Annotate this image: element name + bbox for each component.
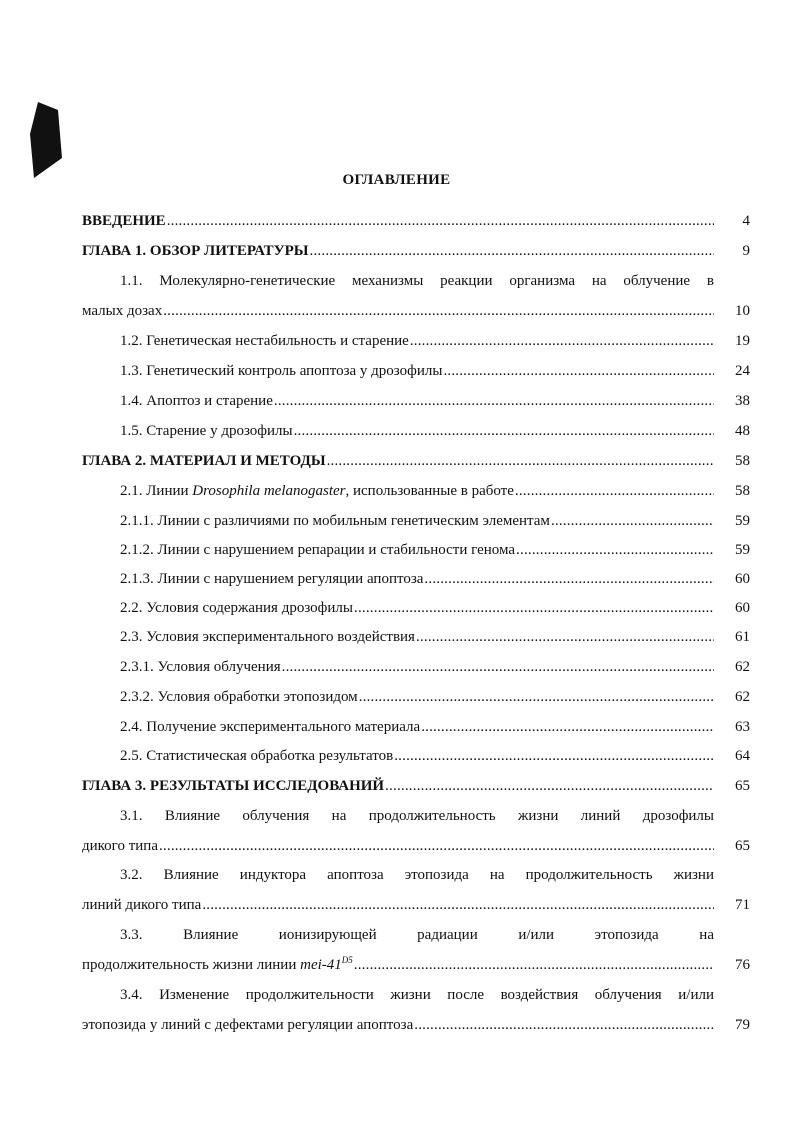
leader-dots — [282, 658, 714, 676]
toc-entry-2-1-2[interactable] — [120, 541, 714, 559]
entry-page-number: 38 — [735, 393, 750, 409]
leader-dots — [159, 837, 714, 855]
entry-title: 1.2. Генетическая нестабильность и старение — [120, 333, 409, 349]
toc-entry-1-1[interactable] — [120, 272, 714, 290]
entry-title: 2.1.1. Линии с различиями по мобильным генетическим элементам — [120, 513, 550, 529]
entry-page-number: 65 — [735, 778, 750, 794]
leader-dots — [354, 599, 714, 617]
toc-entry-1-5[interactable] — [120, 422, 714, 440]
species-name: Drosophila melanogaster — [192, 483, 346, 499]
toc-entry-chapter-2[interactable] — [82, 452, 714, 470]
toc-entry-3-4[interactable] — [120, 986, 714, 1004]
entry-title: 1.5. Старение у дрозофилы — [120, 423, 293, 439]
toc-entry-2-3-2[interactable] — [120, 688, 714, 706]
entry-title: 2.3.2. Условия обработки этопозидом — [120, 689, 358, 705]
toc-entry-3-2-cont[interactable] — [82, 896, 714, 914]
entry-title: 2.1.2. Линии с нарушением репарации и стабильности генома — [120, 542, 516, 558]
toc-entry-2-1-3[interactable] — [120, 570, 714, 588]
leader-dots — [414, 1016, 714, 1034]
entry-title: 2.5. Статистическая обработка результатов — [120, 748, 394, 764]
entry-title-line1: 3.1. Влияние облучения на продолжительность жизни линий дрозофилы — [120, 808, 714, 824]
entry-title: 2.1.3. Линии с нарушением регуляции апоптоза — [120, 571, 424, 587]
entry-page-number: 79 — [735, 1017, 750, 1033]
leader-dots — [202, 896, 714, 914]
gene-allele: D5 — [341, 955, 353, 965]
toc-entry-3-3[interactable] — [120, 926, 714, 944]
leader-dots — [443, 362, 714, 380]
leader-dots — [163, 302, 714, 320]
leader-dots — [515, 482, 714, 500]
toc-entry-1-2[interactable] — [120, 332, 714, 350]
entry-page-number: 65 — [735, 838, 750, 854]
leader-dots — [354, 956, 714, 974]
entry-title-line2: дикого типа — [82, 838, 158, 854]
leader-dots — [310, 242, 714, 260]
entry-page-number: 62 — [735, 689, 750, 705]
toc-entry-3-1-cont[interactable] — [82, 837, 714, 855]
leader-dots — [424, 570, 714, 588]
entry-page-number: 58 — [735, 483, 750, 499]
entry-title: 2.3.1. Условия облучения — [120, 659, 281, 675]
leader-dots — [421, 718, 714, 736]
entry-page-number: 4 — [742, 213, 750, 229]
entry-title-line1: 3.3. Влияние ионизирующей радиации и/или этопозида на — [120, 927, 714, 943]
toc-entry-2-3[interactable] — [120, 628, 714, 646]
entry-page-number: 10 — [735, 303, 750, 319]
entry-page-number: 63 — [735, 719, 750, 735]
leader-dots — [416, 628, 714, 646]
entry-title-prefix: продолжительность жизни линии — [82, 957, 301, 973]
entry-title: ГЛАВА 2. МАТЕРИАЛ И МЕТОДЫ — [82, 453, 326, 469]
toc-entry-2-4[interactable] — [120, 718, 714, 736]
entry-title: 2.2. Условия содержания дрозофилы — [120, 600, 353, 616]
leader-dots — [294, 422, 714, 440]
entry-title-line1: 3.2. Влияние индуктора апоптоза этопозида на продолжительность жизни — [120, 867, 714, 883]
toc-entry-2-1-1[interactable] — [120, 512, 714, 530]
toc-entry-3-2[interactable] — [120, 866, 714, 884]
leader-dots — [551, 512, 714, 530]
entry-title-suffix: , использованные в работе — [345, 483, 514, 499]
entry-page-number: 60 — [735, 571, 750, 587]
entry-page-number: 76 — [735, 957, 750, 973]
entry-title-line1: 3.4. Изменение продолжительности жизни после воздействия облучения и/или — [120, 987, 714, 1003]
entry-title: 2.4. Получение экспериментального материала — [120, 719, 421, 735]
leader-dots — [359, 688, 714, 706]
entry-page-number: 48 — [735, 423, 750, 439]
entry-page-number: 58 — [735, 453, 750, 469]
leader-dots — [516, 541, 714, 559]
leader-dots — [385, 777, 714, 795]
entry-page-number: 62 — [735, 659, 750, 675]
entry-page-number: 61 — [735, 629, 750, 645]
entry-title — [120, 482, 514, 500]
entry-page-number: 19 — [735, 333, 750, 349]
entry-title-line2 — [82, 956, 353, 974]
entry-page-number: 24 — [735, 363, 750, 379]
toc-entry-3-3-cont[interactable] — [82, 956, 714, 974]
toc-title: ОГЛАВЛЕНИЕ — [342, 172, 451, 188]
entry-title-line2: малых дозах — [82, 303, 163, 319]
toc-entry-3-1[interactable] — [120, 807, 714, 825]
toc-entry-3-4-cont[interactable] — [82, 1016, 714, 1034]
toc-entry-chapter-3[interactable] — [82, 777, 714, 795]
leader-dots — [394, 747, 714, 765]
toc-entry-2-2[interactable] — [120, 599, 714, 617]
entry-title-line2: этопозида у линий с дефектами регуляции апоптоза — [82, 1017, 414, 1033]
entry-title: 1.3. Генетический контроль апоптоза у дрозофилы — [120, 363, 443, 379]
entry-title-line1: 1.1. Молекулярно-генетические механизмы реакции организма на облучение в — [120, 273, 714, 289]
leader-dots — [410, 332, 714, 350]
entry-page-number: 60 — [735, 600, 750, 616]
leader-dots — [274, 392, 714, 410]
entry-title: 1.4. Апоптоз и старение — [120, 393, 273, 409]
entry-title: 2.3. Условия экспериментального воздействия — [120, 629, 415, 645]
toc-entry-1-1-cont[interactable] — [82, 302, 714, 320]
leader-dots — [167, 212, 714, 230]
entry-title-prefix: 2.1. Линии — [120, 483, 193, 499]
toc-entry-introduction[interactable] — [82, 212, 714, 230]
leader-dots — [327, 452, 714, 470]
entry-title: ГЛАВА 1. ОБЗОР ЛИТЕРАТУРЫ — [82, 243, 309, 259]
toc-entry-1-4[interactable] — [120, 392, 714, 410]
toc-entry-2-1[interactable] — [120, 482, 714, 500]
entry-page-number: 64 — [735, 748, 750, 764]
entry-page-number: 9 — [742, 243, 750, 259]
entry-page-number: 59 — [735, 513, 750, 529]
entry-title: ВВЕДЕНИЕ — [82, 213, 166, 229]
gene-name: mei-41 — [300, 957, 342, 973]
entry-page-number: 59 — [735, 542, 750, 558]
entry-title-line2: линий дикого типа — [82, 897, 202, 913]
toc-entry-2-5[interactable] — [120, 747, 714, 765]
entry-title: ГЛАВА 3. РЕЗУЛЬТАТЫ ИССЛЕДОВАНИЙ — [82, 778, 385, 794]
toc-entry-chapter-1[interactable] — [82, 242, 714, 260]
toc-entry-1-3[interactable] — [120, 362, 714, 380]
entry-page-number: 71 — [735, 897, 750, 913]
toc-entry-2-3-1[interactable] — [120, 658, 714, 676]
